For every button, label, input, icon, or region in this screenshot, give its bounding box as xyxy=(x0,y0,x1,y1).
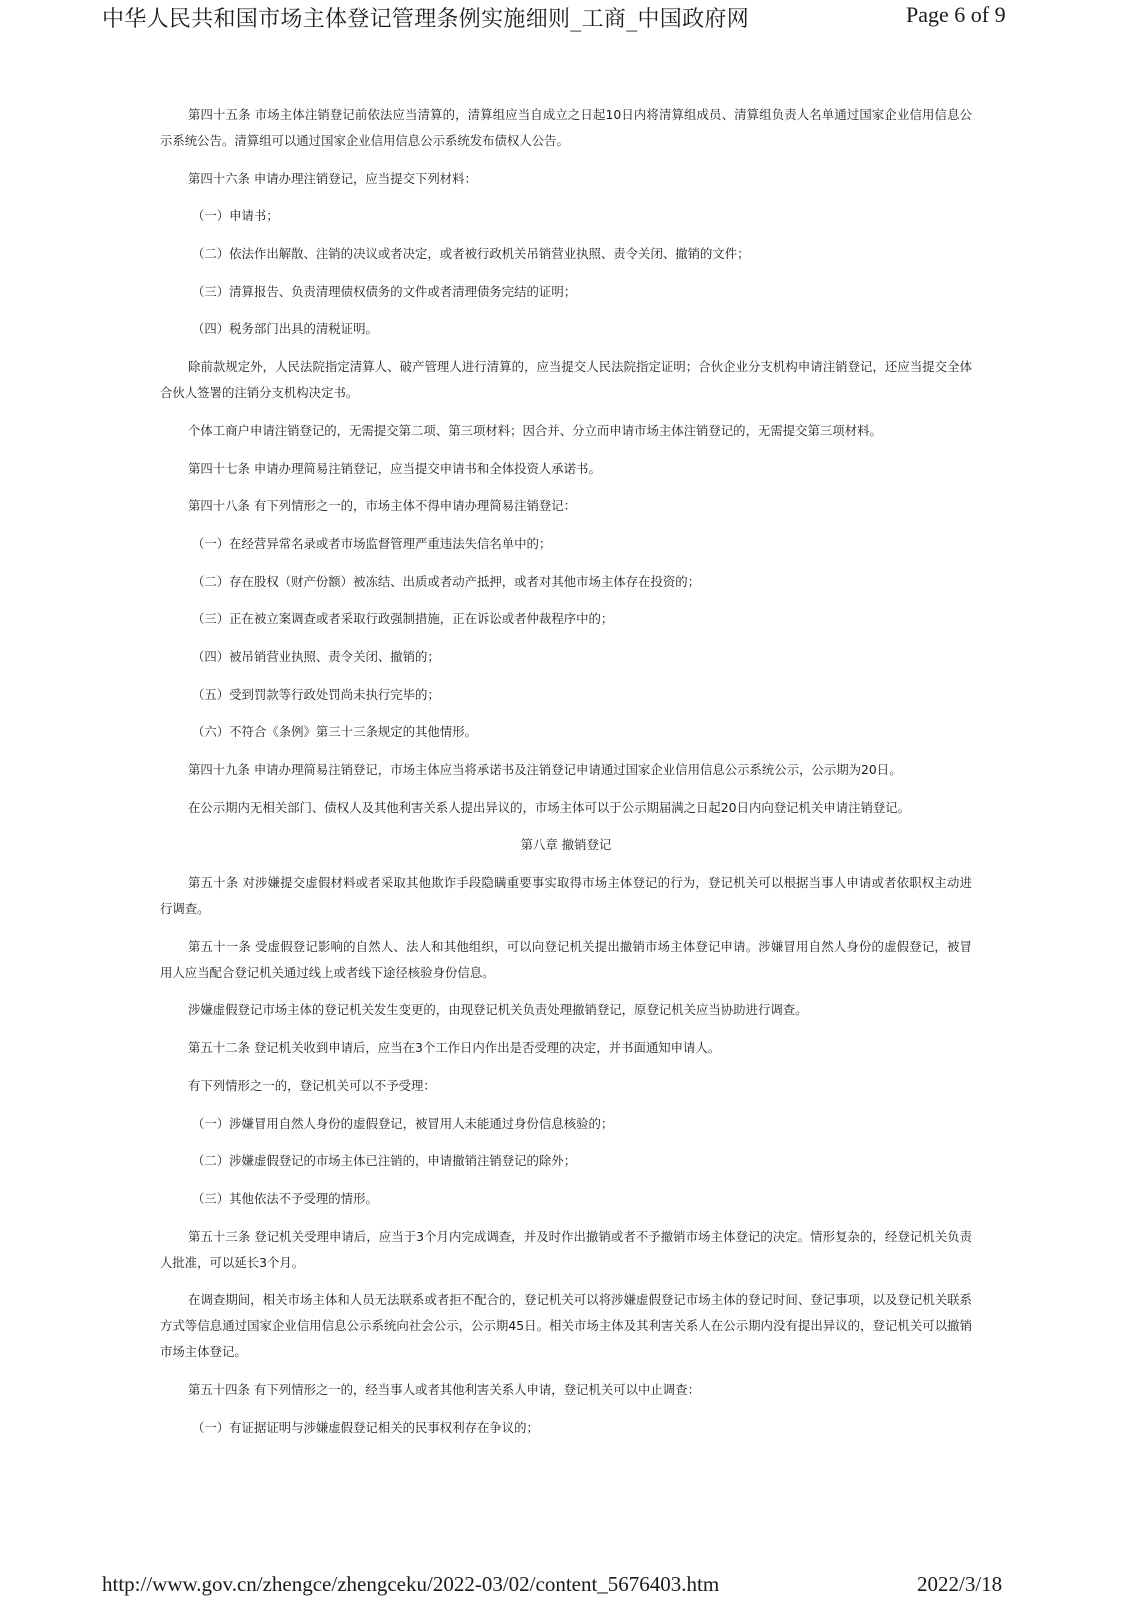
list-item: （三）清算报告、负责清理债权债务的文件或者清理债务完结的证明； xyxy=(192,283,577,299)
print-date: 2022/3/18 xyxy=(917,1572,1003,1596)
article-53: 第五十三条 登记机关受理申请后，应当于3个月内完成调查，并及时作出撤销或者不予撤销市场主体登记的决定。情形复杂的，经登记机关负责人批准，可以延长3个月。 xyxy=(160,1228,972,1270)
paragraph: 涉嫌虚假登记市场主体的登记机关发生变更的，由现登记机关负责处理撤销登记，原登记机关应当协助进行调查。 xyxy=(188,1002,808,1018)
list-item: （二）存在股权（财产份额）被冻结、出质或者动产抵押，或者对其他市场主体存在投资的； xyxy=(192,573,701,589)
list-item: （二）依法作出解散、注销的决议或者决定，或者被行政机关吊销营业执照、责令关闭、撤销的文件； xyxy=(192,246,750,262)
list-item: （一）在经营异常名录或者市场监督管理严重违法失信名单中的； xyxy=(192,535,552,551)
paragraph: 在公示期内无相关部门、债权人及其他利害关系人提出异议的，市场主体可以于公示期届满之日起20日内向登记机关申请注销登记。 xyxy=(188,799,911,815)
source-url: http://www.gov.cn/zhengce/zhengceku/2022-03/02/content_5676403.htm xyxy=(102,1572,720,1596)
page-footer xyxy=(0,1570,1131,1600)
article-52: 第五十二条 登记机关收到申请后，应当在3个工作日内作出是否受理的决定，并书面通知申请人。 xyxy=(188,1040,721,1056)
list-item: （三）正在被立案调查或者采取行政强制措施，正在诉讼或者仲裁程序中的； xyxy=(192,611,614,627)
page-number: Page 6 of 9 xyxy=(906,2,1006,27)
article-46: 第四十六条 申请办理注销登记，应当提交下列材料： xyxy=(188,170,477,186)
list-item: （四）被吊销营业执照、责令关闭、撤销的； xyxy=(192,648,440,664)
article-45: 第四十五条 市场主体注销登记前依法应当清算的，清算组应当自成立之日起10日内将清算组成员、清算组负责人名单通过国家企业信用信息公示系统公告。清算组可以通过国家企业信用信息公示系统发布债权人公告。 xyxy=(160,107,972,148)
chapter-heading: 第八章 撤销登记 xyxy=(520,837,612,853)
paragraph: 除前款规定外，人民法院指定清算人、破产管理人进行清算的，应当提交人民法院指定证明；合伙企业分支机构申请注销登记，还应当提交全体合伙人签署的注销分支机构决定书。 xyxy=(160,359,972,401)
article-51: 第五十一条 受虚假登记影响的自然人、法人和其他组织，可以向登记机关提出撤销市场主体登记申请。涉嫌冒用自然人身份的虚假登记，被冒用人应当配合登记机关通过线上或者线下途径核验身份信息。 xyxy=(160,938,972,980)
list-item: （一）有证据证明与涉嫌虚假登记相关的民事权利存在争议的； xyxy=(192,1419,539,1435)
list-item: （一）涉嫌冒用自然人身份的虚假登记，被冒用人未能通过身份信息核验的； xyxy=(192,1115,614,1131)
article-49: 第四十九条 申请办理简易注销登记，市场主体应当将承诺书及注销登记申请通过国家企业信用信息公示系统公示，公示期为20日。 xyxy=(188,762,902,777)
list-item: （四）税务部门出具的清税证明。 xyxy=(192,321,378,337)
article-50: 第五十条 对涉嫌提交虚假材料或者采取其他欺诈手段隐瞒重要事实取得市场主体登记的行为，登记机关可以根据当事人申请或者依职权主动进行调查。 xyxy=(160,875,972,917)
list-item: （五）受到罚款等行政处罚尚未执行完毕的； xyxy=(192,686,440,702)
list-item: （三）其他依法不予受理的情形。 xyxy=(192,1190,378,1206)
paragraph: 有下列情形之一的，登记机关可以不予受理： xyxy=(188,1077,436,1093)
list-item: （一）申请书； xyxy=(192,208,279,224)
paragraph: 个体工商户申请注销登记的，无需提交第二项、第三项材料；因合并、分立而申请市场主体注销登记的，无需提交第三项材料。 xyxy=(188,422,882,438)
document-title: 中华人民共和国市场主体登记管理条例实施细则_工商_中国政府网 xyxy=(102,7,750,32)
article-47: 第四十七条 申请办理简易注销登记，应当提交申请书和全体投资人承诺书。 xyxy=(188,460,601,476)
document-body xyxy=(160,102,972,1452)
list-item: （六）不符合《条例》第三十三条规定的其他情形。 xyxy=(192,724,477,740)
page-header xyxy=(0,0,1131,44)
article-48: 第四十八条 有下列情形之一的，市场主体不得申请办理简易注销登记： xyxy=(188,498,577,514)
article-54: 第五十四条 有下列情形之一的，经当事人或者其他利害关系人申请，登记机关可以中止调查： xyxy=(188,1381,700,1397)
paragraph: 在调查期间，相关市场主体和人员无法联系或者拒不配合的，登记机关可以将涉嫌虚假登记市场主体的登记时间、登记事项，以及登记机关联系方式等信息通过国家企业信用信息公示系统向社会公示，公示期45日。相关市场主体及其利害关系人在公示期内没有提出异议的，登记机关可以撤销市场主体登记。 xyxy=(160,1292,972,1360)
list-item: （二）涉嫌虚假登记的市场主体已注销的，申请撤销注销登记的除外； xyxy=(192,1153,577,1169)
